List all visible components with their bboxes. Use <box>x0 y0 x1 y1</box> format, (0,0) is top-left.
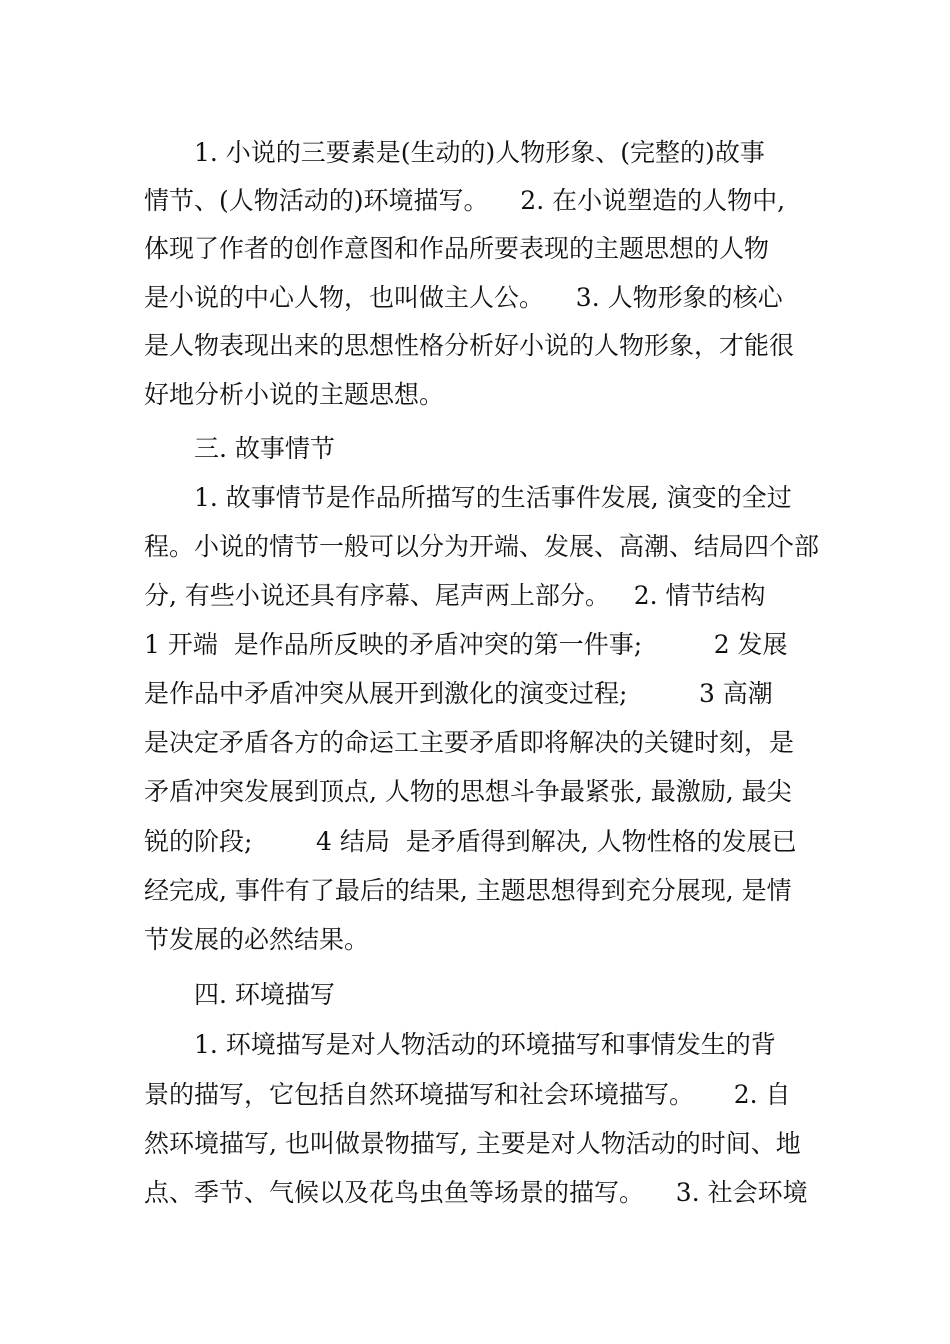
text-line: 景的描写，它包括自然环境描写和社会环境描写。 2. 自 <box>144 1080 791 1109</box>
text-line: 1. 故事情节是作品所描写的生活事件发展, 演变的全过 <box>194 483 792 512</box>
text-line: 分, 有些小说还具有序幕、尾声两上部分。 2. 情节结构 <box>144 581 766 610</box>
text-line: 是作品中矛盾冲突从展开到激化的演变过程; 3 高潮 <box>144 679 773 708</box>
text-line: 体现了作者的创作意图和作品所要表现的主题思想的人物 <box>144 234 770 263</box>
text-line: 程。小说的情节一般可以分为开端、发展、高潮、结局四个部 <box>144 532 820 561</box>
text-line: 1. 环境描写是对人物活动的环境描写和事情发生的背 <box>194 1030 776 1059</box>
text-line: 是决定矛盾各方的命运工主要矛盾即将解决的关键时刻，是 <box>144 728 795 757</box>
text-line: 矛盾冲突发展到顶点, 人物的思想斗争最紧张, 最激励, 最尖 <box>144 777 792 806</box>
text-line: 是人物表现出来的思想性格分析好小说的人物形象，才能很 <box>144 331 795 360</box>
section-heading: 三. 故事情节 <box>194 434 335 463</box>
text-line: 1. 小说的三要素是(生动的)人物形象、(完整的)故事 <box>194 138 765 167</box>
text-line: 节发展的必然结果。 <box>144 925 370 954</box>
text-line: 经完成, 事件有了最后的结果, 主题思想得到充分展现, 是情 <box>144 876 792 905</box>
section-heading: 四. 环境描写 <box>194 980 335 1009</box>
text-line: 是小说的中心人物，也叫做主人公。 3. 人物形象的核心 <box>144 283 783 312</box>
text-line: 1 开端 是作品所反映的矛盾冲突的第一件事; 2 发展 <box>144 630 788 659</box>
text-line: 好地分析小说的主题思想。 <box>144 380 445 409</box>
text-line: 锐的阶段; 4 结局 是矛盾得到解决, 人物性格的发展已 <box>144 827 797 856</box>
text-line: 点、季节、气候以及花鸟虫鱼等场景的描写。 3. 社会环境 <box>144 1178 808 1207</box>
text-line: 情节、(人物活动的)环境描写。 2. 在小说塑造的人物中, <box>144 186 786 215</box>
text-line: 然环境描写, 也叫做景物描写, 主要是对人物活动的时间、地 <box>144 1129 801 1158</box>
